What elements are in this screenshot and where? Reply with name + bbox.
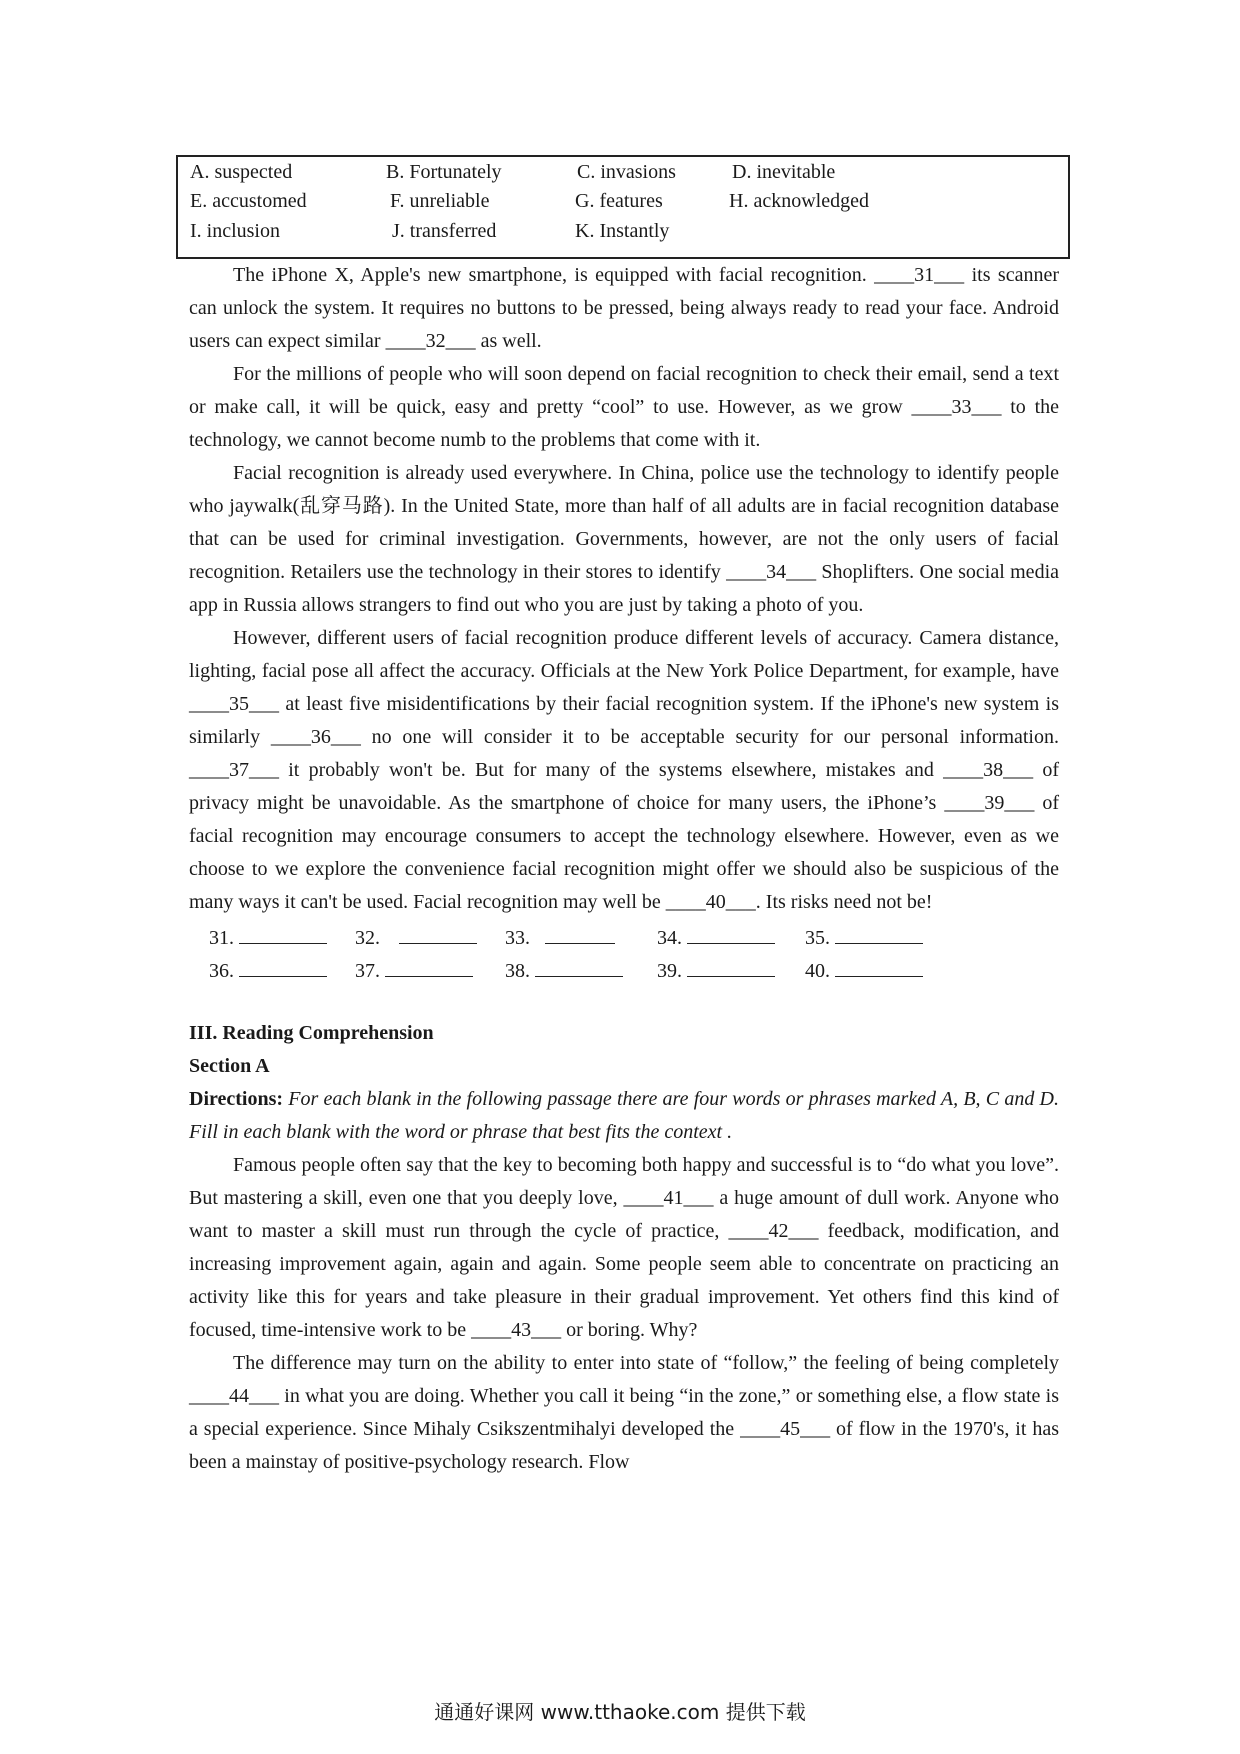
- directions-label: Directions:: [189, 1088, 284, 1110]
- answer-blank[interactable]: 39.: [657, 956, 775, 983]
- word-option: C. invasions: [577, 161, 676, 183]
- word-option: D. inevitable: [732, 161, 836, 183]
- word-option: E. accustomed: [190, 190, 307, 212]
- passage-paragraph: For the millions of people who will soon depend on facial recognition to check their email, send a text or make call, it will be quick, easy and pretty “cool” to use. However, as we grow ____33___ to the technology, we cannot become numb to the problems that come with it.: [189, 363, 1059, 451]
- word-option: A. suspected: [190, 161, 293, 183]
- word-option: J. transferred: [392, 220, 497, 242]
- word-option: K. Instantly: [575, 220, 670, 242]
- word-bank-box: [176, 155, 1070, 259]
- answer-blank[interactable]: 32.: [355, 923, 477, 950]
- word-option: I. inclusion: [190, 220, 280, 242]
- word-option: H. acknowledged: [729, 190, 869, 212]
- directions: [189, 1083, 1059, 1149]
- word-option: G. features: [575, 190, 663, 212]
- section-subheading: Section A: [189, 1055, 270, 1077]
- passage-paragraph: Famous people often say that the key to becoming both happy and successful is to “do what you love”. But mastering a skill, even one that you deeply love, ____41___ a huge amount of dull work. Anyone who want to master a skill must run through the cycle of practice, ____42___ feedback, modification, and increasing improvement again, again and again. Some people seem able to concentrate on practicing an activity like this for years and take pleasure in their gradual improvement. Yet others find this kind of focused, time-intensive work to be ____43___ or boring. Why?: [189, 1154, 1059, 1341]
- passage-paragraph: Facial recognition is already used everywhere. In China, police use the technology to identify people who jaywalk(乱穿马路). In the United State, more than half of all adults are in facial recognition database that can be used for criminal investigation. Governments, however, are not the only users of facial recognition. Retailers use the technology in their stores to identify ____34___ Shoplifters. One social media app in Russia allows strangers to find out who you are just by taking a photo of you.: [189, 462, 1059, 616]
- passage-paragraph: The iPhone X, Apple's new smartphone, is equipped with facial recognition. ____31___ its scanner can unlock the system. It requires no buttons to be pressed, being always ready to read your face. Android users can expect similar ____32___ as well.: [189, 264, 1059, 352]
- passage-paragraph: The difference may turn on the ability to enter into state of “follow,” the feeling of being completely ____44___ in what you are doing. Whether you call it being “in the zone,” or something else, a flow state is a special experience. Since Mihaly Csikszentmihalyi developed the ____45___ of flow in the 1970's, it has been a mainstay of positive-psychology research. Flow: [189, 1352, 1059, 1473]
- word-option: F. unreliable: [390, 190, 490, 212]
- answer-blank[interactable]: 33.: [505, 923, 615, 950]
- answer-blank[interactable]: 34.: [657, 923, 775, 950]
- answer-blank[interactable]: 36.: [209, 956, 327, 983]
- word-option: B. Fortunately: [386, 161, 502, 183]
- answer-blank[interactable]: 31.: [209, 923, 327, 950]
- directions-text: For each blank in the following passage there are four words or phrases marked A, B, C and D. Fill in each blank with the word or phrase that best fits the context .: [189, 1088, 1059, 1143]
- answer-blanks: [189, 919, 1059, 985]
- answer-blank[interactable]: 35.: [805, 923, 923, 950]
- content-area: [189, 155, 1059, 1479]
- passage-paragraph: However, different users of facial recognition produce different levels of accuracy. Camera distance, lighting, facial pose all affect the accuracy. Officials at the New York Police Department, for example, have ____35___ at least five misidentifications by their facial recognition system. If the iPhone's new system is similarly ____36___ no one will consider it to be acceptable security for our personal information. ____37___ it probably won't be. But for many of the systems elsewhere, mistakes and ____38___ of privacy might be unavoidable. As the smartphone of choice for many users, the iPhone’s ____39___ of facial recognition may encourage consumers to accept the technology elsewhere. However, even as we choose to we explore the convenience facial recognition might offer we should also be suspicious of the many ways it can't be used. Facial recognition may well be ____40___. Its risks need not be!: [189, 627, 1059, 913]
- page-footer: 通通好课网 www.tthaoke.com 提供下载: [434, 1700, 806, 1724]
- answer-blank[interactable]: 40.: [805, 956, 923, 983]
- section-heading: III. Reading Comprehension: [189, 1022, 434, 1044]
- answer-blank[interactable]: 38.: [505, 956, 623, 983]
- answer-blank[interactable]: 37.: [355, 956, 473, 983]
